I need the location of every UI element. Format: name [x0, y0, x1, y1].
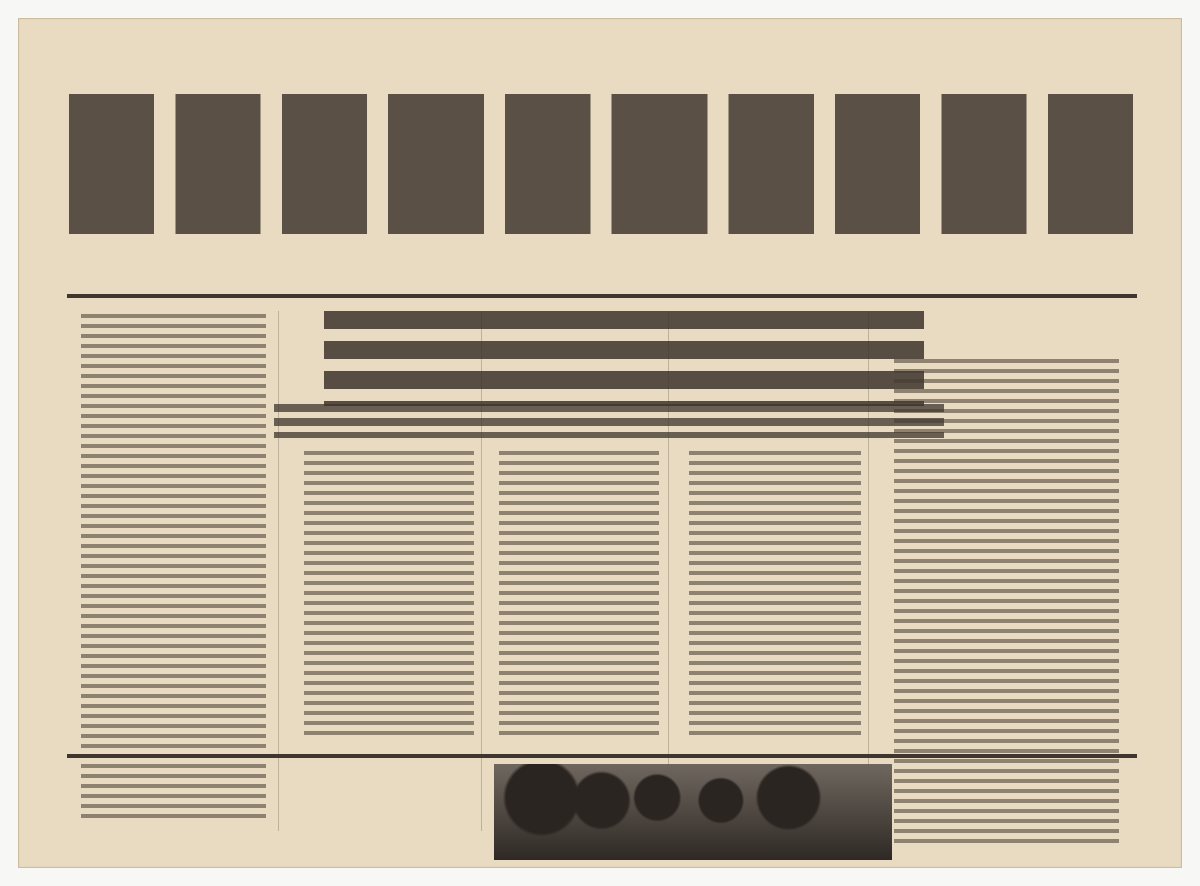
- article-text-column-3: [689, 451, 861, 741]
- article-text-column-1: [304, 451, 474, 741]
- masthead: [69, 94, 1133, 234]
- article-text-column-2: [499, 451, 659, 741]
- left-column-text: [81, 314, 266, 824]
- photo-divider: [67, 754, 1137, 758]
- right-column-text: [894, 359, 1119, 844]
- top-rule: [67, 294, 1137, 298]
- newspaper-photo: [494, 764, 892, 860]
- newspaper-page: [18, 18, 1182, 868]
